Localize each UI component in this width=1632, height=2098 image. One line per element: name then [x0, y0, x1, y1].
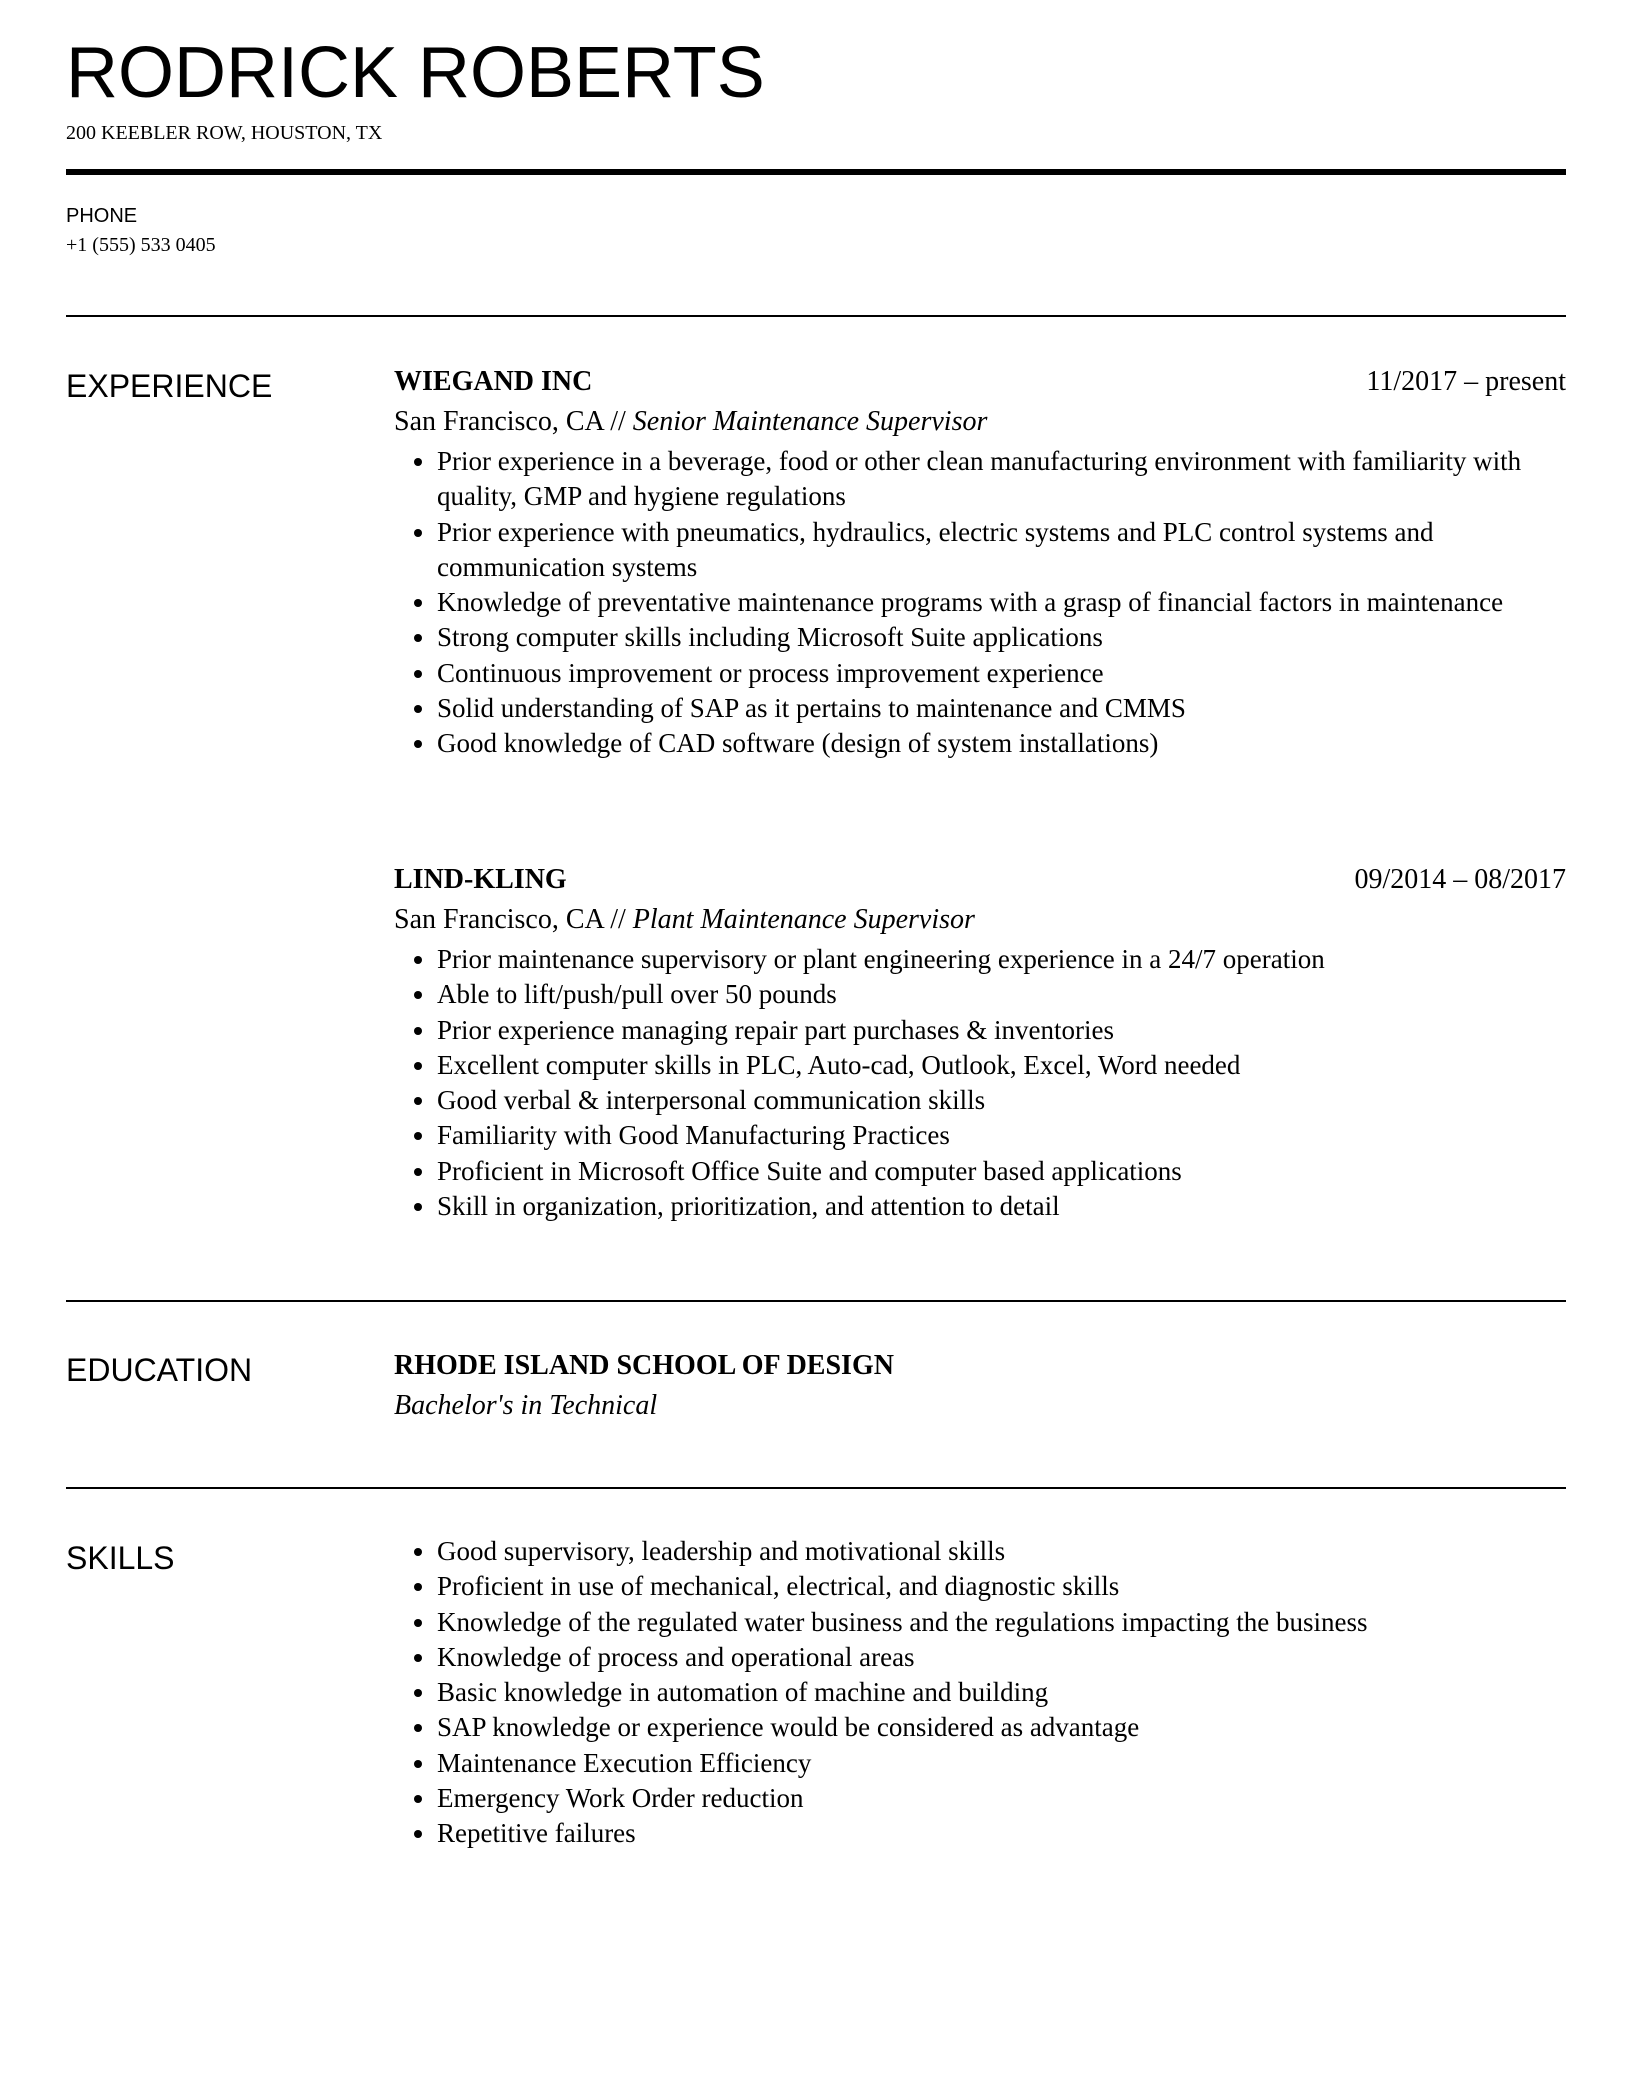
list-item: • Knowledge of process and operational areas — [437, 1640, 1566, 1675]
list-item: • Familiarity with Good Manufacturing Practices — [437, 1118, 1566, 1153]
candidate-name: RODRICK ROBERTS — [66, 33, 765, 113]
subtitle-separator: // — [610, 406, 626, 437]
section-divider — [66, 1487, 1566, 1489]
list-item: • Excellent computer skills in PLC, Auto-cad, Outlook, Excel, Word needed — [437, 1048, 1566, 1083]
header-divider — [66, 169, 1566, 175]
list-item: • Prior experience with pneumatics, hydraulics, electric systems and PLC control systems and communication systems — [437, 515, 1566, 586]
list-item: • Good supervisory, leadership and motivational skills — [437, 1534, 1566, 1569]
skills-entry — [394, 1534, 1566, 1852]
list-item: • Good knowledge of CAD software (design of system installations) — [437, 726, 1566, 761]
list-item: • Proficient in Microsoft Office Suite and computer based applications — [437, 1154, 1566, 1189]
education-heading: EDUCATION — [66, 1352, 253, 1388]
job-dates: 11/2017 – present — [1366, 366, 1566, 397]
skills-heading: SKILLS — [66, 1540, 175, 1576]
experience-job — [394, 362, 1566, 762]
experience-job — [394, 860, 1566, 1224]
job-subtitle — [394, 900, 1566, 940]
list-item: • Emergency Work Order reduction — [437, 1781, 1566, 1816]
company-name: WIEGAND INC — [394, 366, 593, 397]
phone-label: PHONE — [66, 205, 138, 227]
degree: Bachelor's in Technical — [394, 1390, 658, 1421]
section-divider — [66, 1300, 1566, 1302]
list-item: • Maintenance Execution Efficiency — [437, 1746, 1566, 1781]
school-name: RHODE ISLAND SCHOOL OF DESIGN — [394, 1350, 894, 1381]
list-item: • Prior experience in a beverage, food or other clean manufacturing environment with familiarity with quality, GMP and hygiene regulations — [437, 444, 1566, 515]
phone-number: +1 (555) 533 0405 — [66, 234, 216, 256]
candidate-address: 200 KEEBLER ROW, HOUSTON, TX — [66, 122, 383, 144]
job-bullets — [394, 942, 1566, 1224]
experience-heading: EXPERIENCE — [66, 368, 273, 404]
list-item: • Knowledge of preventative maintenance programs with a grasp of financial factors in maintenance — [437, 585, 1566, 620]
list-item: • SAP knowledge or experience would be considered as advantage — [437, 1710, 1566, 1745]
job-location: San Francisco, CA — [394, 904, 604, 935]
list-item: • Skill in organization, prioritization, and attention to detail — [437, 1189, 1566, 1224]
list-item: • Prior experience managing repair part purchases & inventories — [437, 1013, 1566, 1048]
job-dates: 09/2014 – 08/2017 — [1354, 864, 1566, 895]
list-item: • Able to lift/push/pull over 50 pounds — [437, 977, 1566, 1012]
job-role: Senior Maintenance Supervisor — [632, 406, 988, 437]
skills-list — [394, 1534, 1566, 1852]
company-name: LIND-KLING — [394, 864, 567, 895]
list-item: • Proficient in use of mechanical, electrical, and diagnostic skills — [437, 1569, 1566, 1604]
job-location: San Francisco, CA — [394, 406, 604, 437]
job-subtitle — [394, 402, 1566, 442]
list-item: • Prior maintenance supervisory or plant engineering experience in a 24/7 operation — [437, 942, 1566, 977]
section-divider — [66, 315, 1566, 317]
list-item: • Basic knowledge in automation of machine and building — [437, 1675, 1566, 1710]
list-item: • Knowledge of the regulated water business and the regulations impacting the business — [437, 1605, 1566, 1640]
job-bullets — [394, 444, 1566, 762]
list-item: • Continuous improvement or process improvement experience — [437, 656, 1566, 691]
education-entry — [394, 1346, 1566, 1426]
subtitle-separator: // — [610, 904, 626, 935]
job-role: Plant Maintenance Supervisor — [632, 904, 975, 935]
list-item: • Repetitive failures — [437, 1816, 1566, 1851]
list-item: • Strong computer skills including Microsoft Suite applications — [437, 620, 1566, 655]
list-item: • Good verbal & interpersonal communication skills — [437, 1083, 1566, 1118]
list-item: • Solid understanding of SAP as it pertains to maintenance and CMMS — [437, 691, 1566, 726]
